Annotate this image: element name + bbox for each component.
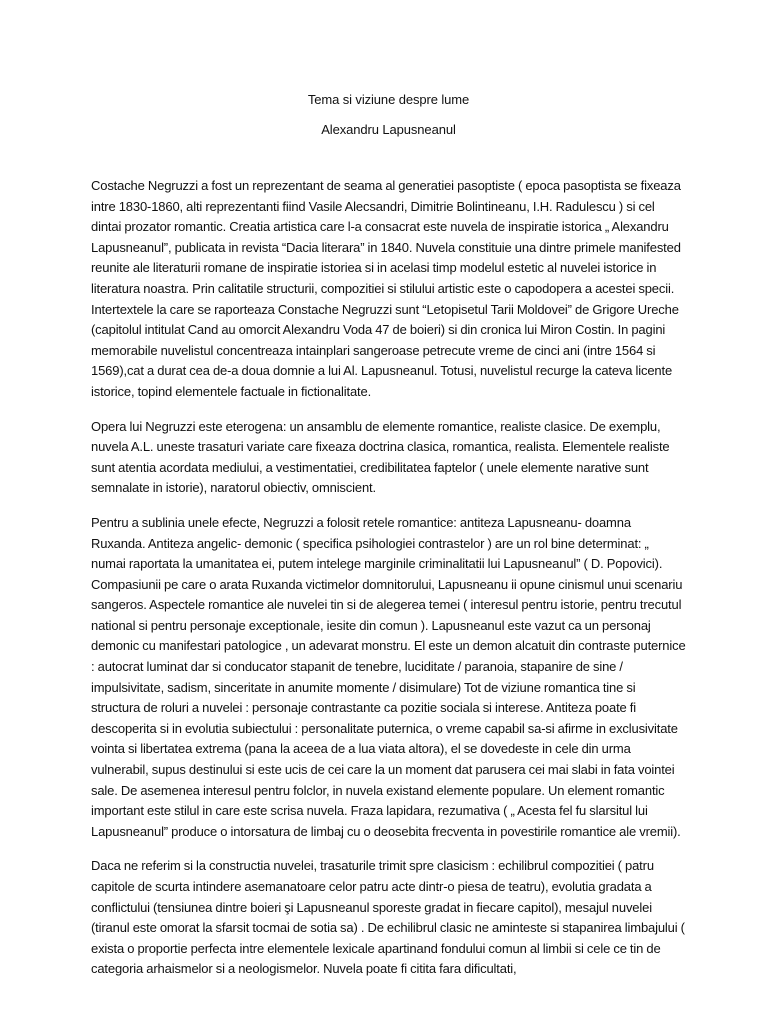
- document-subtitle: Alexandru Lapusneanul: [321, 122, 456, 137]
- paragraph-4: Daca ne referim si la constructia nuvelei, trasaturile trimit spre clasicism : echilibrul compozitiei ( patru capitole de scurta intindere asemanatoare celor patru acte dintr-o piesa de teatru), evolutia gradata a conflictului (tensiunea dintre boieri şi Lapusneanul sporeste gradat in fiecare capitol), mesajul nuvelei (tiranul este omorat la sfarsit tocmai de sotia sa) . De echilibrul clasic ne aminteste si stapanirea limbajului ( exista o proportie perfecta intre elementele lexicale apartinand fondului comun al limbii si cele ce tin de categoria arhaismelor si a neologismelor. Nuvela poate fi citita fara dificultati,: [91, 858, 685, 977]
- document-body: [91, 176, 686, 980]
- paragraph-3: Pentru a sublinia unele efecte, Negruzzi a folosit retele romantice: antiteza Lapusneanu- doamna Ruxanda. Antiteza angelic- demonic ( specifica psihologiei contrastelor ) are un rol bine determinat: „ numai raportata la umanitatea ei, putem intelege marginile criminalitatii lui Lapusneanul” ( D. Popovici). Compasiunii pe care o arata Ruxanda victimelor domnitorului, Lapusneanu ii opune cinismul unui scenariu sangeros. Aspectele romantice ale nuvelei tin si de alegerea temei ( interesul pentru istorie, pentru trecutul national si pentru personaje exceptionale, iesite din comun ). Lapusneanul este vazut ca un personaj demonic cu manifestari patologice , un adevarat monstru. El este un demon alcatuit din contraste puternice : autocrat luminat dar si conducator stapanit de tenebre, luciditate / paranoia, stapanire de sine / impulsivitate, sadism, sinceritate in anumite momente / disimulare) Tot de viziune romantica tine si structura de roluri a nuvelei : personaje contrastante ca pozitie sociala si interese. Antiteza poate fi descoperita si in evolutia subiectului : personalitate puternica, o vreme capabil sa-si afirme in exclusivitate vointa si libertatea extrema (pana la aceea de a lua viata altora), el se dovedeste in cele din urma vulnerabil, supus destinului si este ucis de cei care la un moment dat parusera cei mai slabi in fata vointei sale. De asemenea interesul pentru folclor, in nuvela existand elemente populare. Un element romantic important este stilul in care este scrisa nuvela. Fraza lapidara, rezumativa ( „ Acesta fel fu slarsitul lui Lapusneanul” produce o intorsatura de limbaj cu o deosebita frecventa in povestirile romantice ale vremii).: [91, 514, 686, 839]
- document-title: Tema si viziune despre lume: [307, 92, 470, 107]
- paragraph-2: Opera lui Negruzzi este eterogena: un ansamblu de elemente romantice, realiste clasice. De exemplu, nuvela A.L. uneste trasaturi variate care fixeaza doctrina clasica, romantica, realista. Elementele realiste sunt atentia acordata mediului, a vestimentatiei, credibilitatea faptelor ( unele elemente narative sunt semnalate in istorie), naratorul obiectiv, omniscient.: [91, 418, 670, 496]
- paragraph-1: Costache Negruzzi a fost un reprezentant de seama al generatiei pasoptiste ( epoca pasoptista se fixeaza intre 1830-1860, alti reprezentanti fiind Vasile Alecsandri, Dimitrie Bolintineanu, I.H. Radulescu ) si cel dintai prozator romantic. Creatia artistica care l-a consacrat este nuvela de inspiratie istorica „ Alexandru Lapusneanul”, publicata in revista “Dacia literara” in 1840. Nuvela constituie una dintre primele manifested reunite ale literaturii romane de inspiratie istoriea si in acelasi timp modelul estetic al nuvelei istorice in literatura noastra. Prin calitatile structurii, compozitiei si stilului artistic este o capodopera a acestei specii. Intertextele la care se raporteaza Constache Negruzzi sunt “Letopisetul Tarii Moldovei” de Grigore Ureche (capitolul intitulat Cand au omorcit Alexandru Voda 47 de boieri) si din cronica lui Miron Costin. In pagini memorabile nuvelistul concentreaza intainplari sangeroase petrecute vreme de cinci ani (intre 1564 si 1569),cat a durat cea de-a doua domnie a lui Al. Lapusneanul. Totusi, nuvelistul recurge la cateva licente istorice, topind elementele factuale in fictionalitate.: [91, 178, 681, 399]
